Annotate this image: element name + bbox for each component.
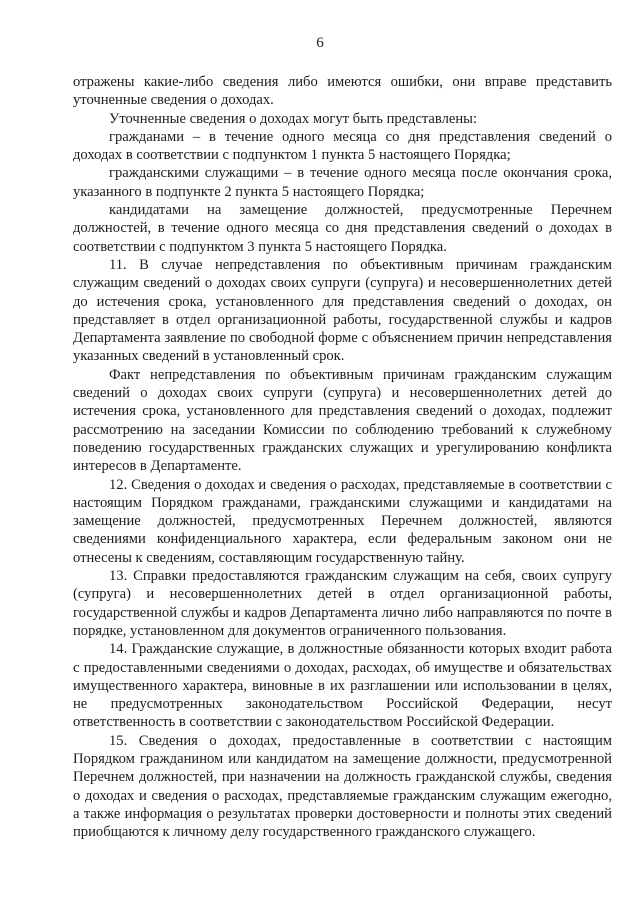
page-number: 6 [316, 35, 324, 51]
paragraph: кандидатами на замещение должностей, предусмотренные Перечнем должностей, в течение одного месяца со дня представления сведений о доходах в соответствии с подпунктом 3 пункта 5 настоящего Порядка. [73, 202, 612, 255]
paragraph: 15. Сведения о доходах, предоставленные в соответствии с настоящим Порядком гражданином или кандидатом на замещение должности, предусмотренной Перечнем должностей, при назначении на должность гражданской службы, сведения о доходах и сведения о расходах, представляемые гражданским служащим ежегодно, а также информация о результатах проверки достоверности и полноты этих сведений приобщаются к личному делу государственного гражданского служащего. [73, 732, 612, 841]
paragraph: отражены какие-либо сведения либо имеются ошибки, они вправе представить уточненные сведения о доходах. [73, 74, 612, 109]
document-body [73, 73, 612, 841]
paragraph: Уточненные сведения о доходах могут быть представлены: [109, 110, 478, 127]
paragraph: 12. Сведения о доходах и сведения о расходах, представляемые в соответствии с настоящим Порядком гражданами, гражданскими служащими и кандидатами на замещение должностей, предусмотренных Перечнем должностей, являются сведениями конфиденциального характера, если федеральным законом они не отнесены к сведениям, составляющим государственную тайну. [73, 476, 612, 566]
paragraph: гражданскими служащими – в течение одного месяца после окончания срока, указанного в подпункте 2 пункта 5 настоящего Порядка; [73, 165, 612, 200]
paragraph: 13. Справки предоставляются гражданским служащим на себя, своих супругу (супруга) и несовершеннолетних детей в отдел организационной работы, государственной службы и кадров Департамента лично либо направляются по почте в порядке, установленном для документов ограниченного пользования. [73, 568, 612, 639]
paragraph: гражданами – в течение одного месяца со дня представления сведений о доходах в соответствии с подпунктом 1 пункта 5 настоящего Порядка; [73, 128, 612, 164]
paragraph: 14. Гражданские служащие, в должностные обязанности которых входит работа с предоставленными сведениями о доходах, расходах, об имуществе и обязательствах имущественного характера, виновные в их разглашении или использовании в целях, не предусмотренных законодательством Российской Федерации, несут ответственность в соответствии с законодательством Российской Федерации. [73, 641, 612, 731]
paragraph: 11. В случае непредставления по объективным причинам гражданским служащим сведений о доходах своих супруги (супруга) и несовершеннолетних детей до истечения срока, установленного для представления сведений о доходах, он представляет в отдел организационной работы, государственной службы и кадров Департамента заявление по свободной форме с объяснением причин непредставления указанных сведений в установленный срок. [73, 256, 612, 365]
paragraph: Факт непредставления по объективным причинам гражданским служащим сведений о доходах своих супруги (супруга) и несовершеннолетних детей до истечения срока, установленного для представления сведений о доходах, подлежит рассмотрению на заседании Комиссии по соблюдению требований к служебному поведению государственных гражданских служащих и урегулированию конфликта интересов в Департаменте. [73, 366, 612, 475]
